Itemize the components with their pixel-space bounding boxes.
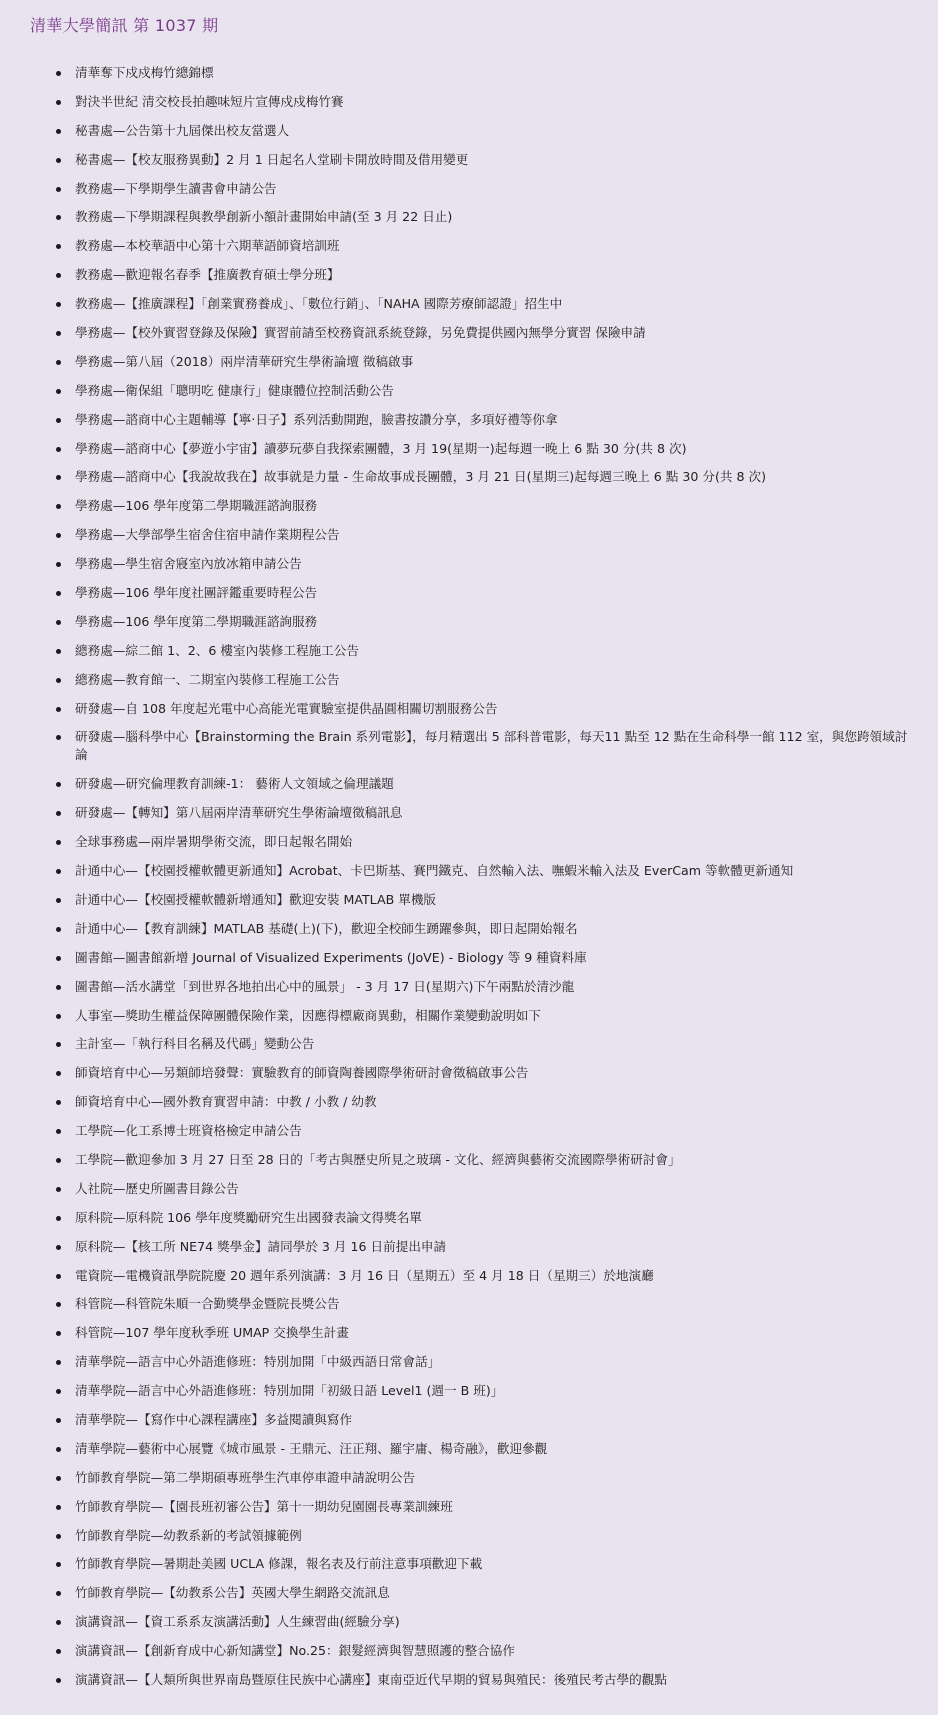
list-item: [0, 833, 938, 851]
news-list: [0, 64, 938, 1700]
news-link[interactable]: 竹師教育學院—第二學期碩專班學生汽車停車證申請說明公告: [75, 1469, 416, 1485]
news-link[interactable]: 計通中心—【教育訓練】MATLAB 基礎(上)(下)，歡迎全校師生踴躍參與，即日起開始報名: [75, 920, 578, 936]
list-item: [0, 891, 938, 909]
list-item: [0, 1555, 938, 1573]
list-item: [0, 775, 938, 793]
news-link[interactable]: 學務處—106 學年度第二學期職涯諮詢服務: [75, 613, 318, 629]
news-link[interactable]: 工學院—化工系博士班資格檢定申請公告: [75, 1123, 302, 1139]
news-link[interactable]: 圖書館—圖書館新增 Journal of Visualized Experiments (JoVE) - Biology 等 9 種資料庫: [75, 949, 587, 965]
list-item: [0, 1267, 938, 1285]
list-item: [0, 1238, 938, 1256]
list-item: [0, 64, 938, 82]
news-link[interactable]: 清華學院—藝術中心展覽《城市風景 - 王鼎元、汪正翔、羅宇庸、楊奇融》，歡迎參觀: [75, 1440, 548, 1456]
news-link[interactable]: 教務處—下學期課程與教學創新小額計畫開始申請(至 3 月 22 日止): [75, 209, 453, 225]
news-link[interactable]: 教務處—本校華語中心第十六期華語師資培訓班: [75, 238, 340, 254]
news-link[interactable]: 清華奪下戍戍梅竹總錦標: [75, 65, 214, 80]
list-item: [0, 671, 938, 689]
news-link[interactable]: 竹師教育學院—幼教系新的考試領據範例: [75, 1527, 302, 1543]
list-item: [0, 295, 938, 313]
list-item: [0, 1035, 938, 1053]
list-item: [0, 93, 938, 111]
list-item: [0, 1440, 938, 1458]
news-link[interactable]: 師資培育中心—國外教育實習申請：中教 / 小教 / 幼教: [75, 1094, 377, 1110]
list-item: [0, 151, 938, 169]
list-item: [0, 1122, 938, 1140]
list-item: [0, 1093, 938, 1111]
list-item: [0, 440, 938, 458]
list-item: [0, 382, 938, 400]
list-item: [0, 978, 938, 996]
list-item: [0, 411, 938, 429]
news-link[interactable]: 教務處—歡迎報名春季【推廣教育碩士學分班】: [75, 267, 340, 283]
news-link[interactable]: 計通中心—【校園授權軟體新增通知】歡迎安裝 MATLAB 單機版: [75, 891, 437, 907]
news-link[interactable]: 師資培育中心—另類師培發聲：實驗教育的師資陶養國際學術研討會徵稿啟事公告: [75, 1065, 529, 1081]
list-item: [0, 920, 938, 938]
list-item: [0, 353, 938, 371]
list-item: [0, 237, 938, 255]
news-link[interactable]: 主計室—「執行科目名稱及代碼」變動公告: [75, 1036, 315, 1052]
news-link[interactable]: 科管院—107 學年度秋季班 UMAP 交換學生計畫: [75, 1325, 349, 1341]
news-link[interactable]: 圖書館—活水講堂「到世界各地拍出心中的風景」 - 3 月 17 日(星期六)下午兩點於清沙龍: [75, 978, 575, 994]
news-link[interactable]: 竹師教育學院—【幼教系公告】英國大學生網路交流訊息: [75, 1585, 390, 1601]
list-item: [0, 1642, 938, 1660]
list-item: [0, 1180, 938, 1198]
list-item: [0, 613, 938, 631]
list-item: [0, 1584, 938, 1602]
news-link[interactable]: 學務處—106 學年度社團評鑑重要時程公告: [75, 585, 318, 601]
news-link[interactable]: 學務處—學生宿舍寢室內放冰箱申請公告: [75, 556, 302, 572]
news-link[interactable]: 學務處—【校外實習登錄及保險】實習前請至校務資訊系統登錄，另免費提供國內無學分實習 保險申請: [75, 325, 646, 341]
list-item: [0, 555, 938, 573]
news-link[interactable]: 總務處—教育館一、二期室內裝修工程施工公告: [75, 671, 340, 687]
news-link[interactable]: 學務處—106 學年度第二學期職涯諮詢服務: [75, 498, 318, 514]
list-item: [0, 1007, 938, 1025]
news-link[interactable]: 演講資訊—【人類所與世界南島暨原住民族中心講座】東南亞近代早期的貿易與殖民：後殖民考古學的觀點: [75, 1671, 667, 1687]
news-link[interactable]: 研發處—自 108 年度起光電中心高能光電實驗室提供晶圓相關切割服務公告: [75, 700, 498, 716]
list-item: [0, 804, 938, 822]
news-link[interactable]: 原科院—【核工所 NE74 獎學金】請同學於 3 月 16 日前提出申請: [75, 1238, 447, 1254]
news-link[interactable]: 演講資訊—【資工系系友演講活動】人生練習曲(經驗分享): [75, 1614, 400, 1630]
list-item: [0, 1382, 938, 1400]
news-link[interactable]: 教務處—【推廣課程】「創業實務養成」、「數位行銷」、「NAHA 國際芳療師認證」招生中: [75, 296, 563, 312]
list-item: [0, 862, 938, 880]
list-item: [0, 1527, 938, 1545]
news-link[interactable]: 清華學院—語言中心外語進修班：特別加開「中級西語日常會話」: [75, 1354, 441, 1370]
news-link[interactable]: 學務處—諮商中心【我說故我在】故事就是力量 - 生命故事成長團體，3 月 21 日(星期三)起每週三晚上 6 點 30 分(共 8 次): [75, 469, 767, 485]
news-link[interactable]: 竹師教育學院—暑期赴美國 UCLA 修課，報名表及行前注意事項歡迎下載: [75, 1556, 483, 1572]
list-item: [0, 122, 938, 140]
news-link[interactable]: 研發處—腦科學中心【Brainstorming the Brain 系列電影】，每月精選出 5 部科普電影，每天11 點至 12 點在生命科學一館 112 室，與您跨領域討論: [75, 729, 908, 763]
news-link[interactable]: 學務處—大學部學生宿舍住宿申請作業期程公告: [75, 527, 340, 543]
list-item: [0, 1209, 938, 1227]
list-item: [0, 180, 938, 198]
news-link[interactable]: 電資院—電機資訊學院院慶 20 週年系列演講：3 月 16 日（星期五）至 4 月 18 日（星期三）於地演廳: [75, 1267, 654, 1283]
list-item: [0, 497, 938, 515]
news-link[interactable]: 計通中心—【校園授權軟體更新通知】Acrobat、卡巴斯基、賽門鐵克、自然輸入法、嘸蝦米輸入法及 EverCam 等軟體更新通知: [75, 863, 794, 879]
list-item: [0, 324, 938, 342]
list-item: [0, 1411, 938, 1429]
list-item: [0, 468, 938, 486]
list-item: [0, 1064, 938, 1082]
list-item: [0, 1671, 938, 1689]
news-link[interactable]: 竹師教育學院—【園長班初審公告】第十一期幼兒園園長專業訓練班: [75, 1498, 453, 1514]
news-link[interactable]: 學務處—諮商中心【夢遊小宇宙】讀夢玩夢自我探索團體，3 月 19(星期一)起每週一晚上 6 點 30 分(共 8 次): [75, 440, 687, 456]
list-item: [0, 208, 938, 226]
news-link[interactable]: 總務處—綜二館 1、2、6 樓室內裝修工程施工公告: [75, 642, 359, 658]
news-link[interactable]: 原科院—原科院 106 學年度獎勵研究生出國發表論文得獎名單: [75, 1209, 422, 1225]
news-link[interactable]: 對決半世紀 清交校長拍趣味短片宣傳戍戍梅竹賽: [75, 93, 344, 109]
news-link[interactable]: 研發處—【轉知】第八屆兩岸清華研究生學術論壇徵稿訊息: [75, 805, 403, 821]
news-link[interactable]: 演講資訊—【創新育成中心新知講堂】No.25：銀髮經濟與智慧照護的整合協作: [75, 1643, 515, 1659]
list-item: [0, 1295, 938, 1313]
newsletter-title: 清華大學簡訊 第 1037 期: [30, 16, 219, 35]
news-link[interactable]: 全球事務處—兩岸暑期學術交流，即日起報名開始: [75, 834, 353, 850]
list-item: [0, 1324, 938, 1342]
list-item: [0, 642, 938, 660]
news-link[interactable]: 科管院—科管院朱順一合勤獎學金暨院長獎公告: [75, 1296, 340, 1312]
news-link[interactable]: 研發處—研究倫理教育訓練-1： 藝術人文領域之倫理議題: [75, 776, 394, 792]
news-link[interactable]: 秘書處—公告第十九屆傑出校友當選人: [75, 122, 290, 138]
news-link[interactable]: 學務處—諮商中心主題輔導【寧‧日子】系列活動開跑，臉書按讚分享，多項好禮等你拿: [75, 411, 558, 427]
list-item: [0, 1498, 938, 1516]
news-link[interactable]: 學務處—衛保組「聰明吃 健康行」健康體位控制活動公告: [75, 382, 394, 398]
news-link[interactable]: 清華學院—語言中心外語進修班：特別加開「初級日語 Level1 (週一 B 班)」: [75, 1383, 504, 1399]
list-item: [0, 1151, 938, 1169]
news-link[interactable]: 學務處—第八屆（2018）兩岸清華研究生學術論壇 徵稿啟事: [75, 353, 414, 369]
news-link[interactable]: 教務處—下學期學生讀書會申請公告: [75, 180, 277, 196]
list-item: [0, 700, 938, 718]
list-item: [0, 584, 938, 602]
list-item: [0, 266, 938, 284]
news-link[interactable]: 工學院—歡迎參加 3 月 27 日至 28 日的「考古與歷史所見之玻璃 - 文化、經濟與藝術交流國際學術研討會」: [75, 1151, 681, 1167]
list-item: [0, 1613, 938, 1631]
news-link[interactable]: 秘書處—【校友服務異動】2 月 1 日起名人堂刷卡開放時間及借用變更: [75, 151, 469, 167]
list-item: [0, 1353, 938, 1371]
news-link[interactable]: 人社院—歷史所圖書目錄公告: [75, 1180, 239, 1196]
list-item: [0, 1469, 938, 1487]
list-item: [0, 526, 938, 544]
list-item: [0, 728, 938, 764]
news-link[interactable]: 清華學院—【寫作中心課程講座】多益閱讀與寫作: [75, 1411, 353, 1427]
list-item: [0, 949, 938, 967]
news-link[interactable]: 人事室—獎助生權益保障團體保險作業，因應得標廠商異動，相關作業變動說明如下: [75, 1007, 541, 1023]
